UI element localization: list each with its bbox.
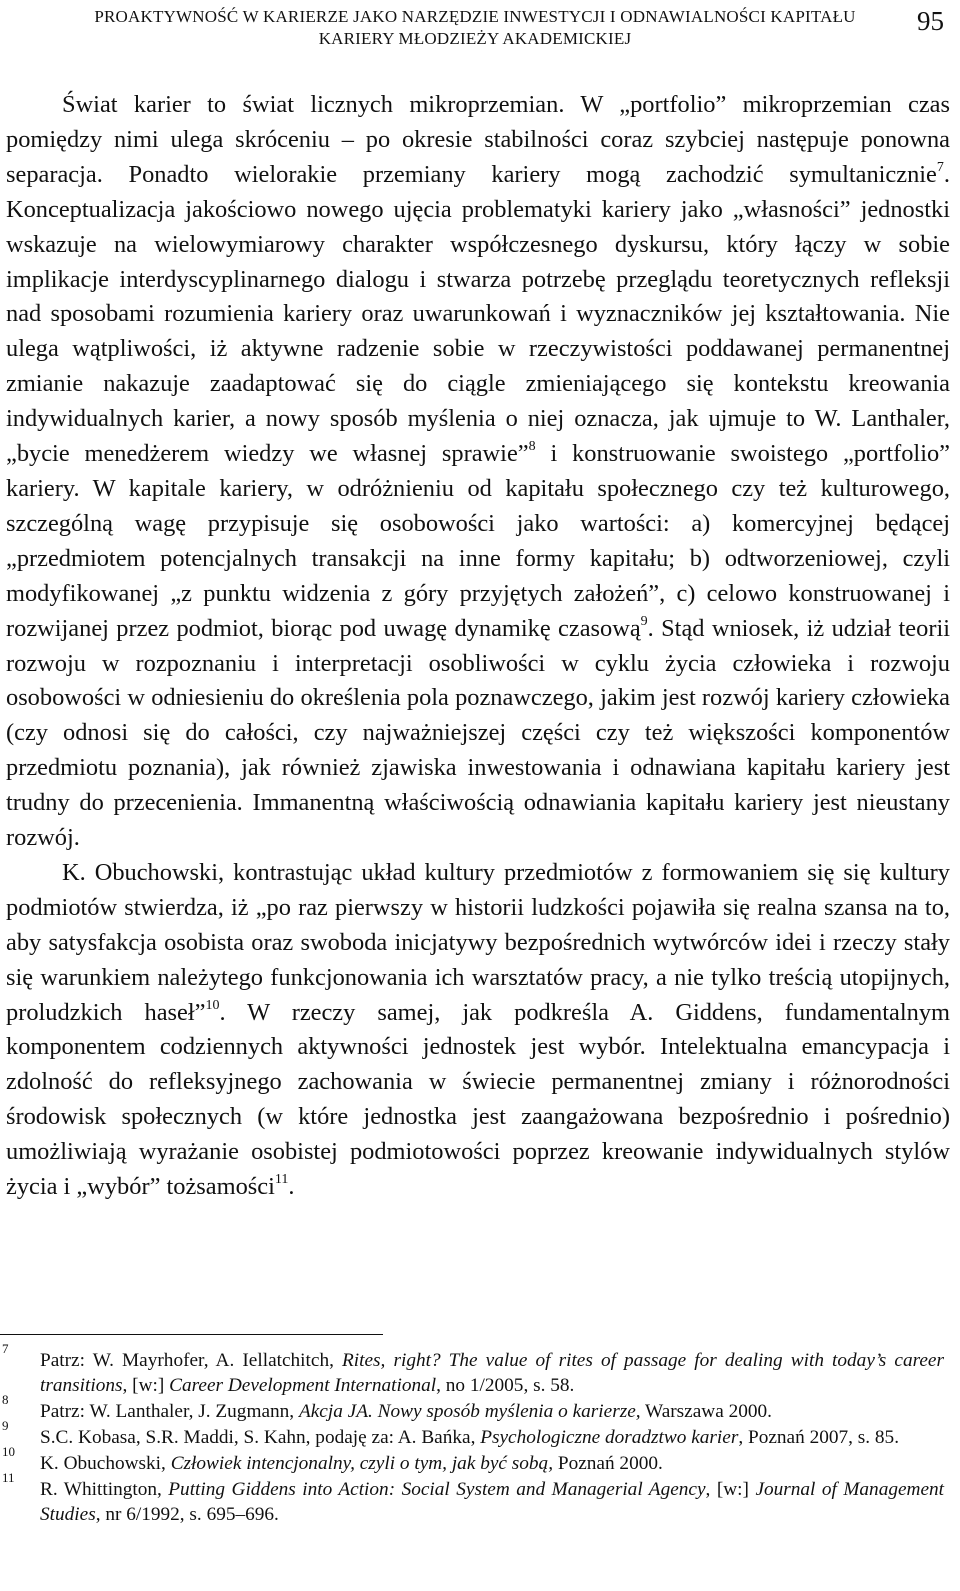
footnote-ref-9: 9	[640, 613, 648, 629]
footnote-text: S.C. Kobasa, S.R. Maddi, S. Kahn, podaję za: A. Bańka,	[40, 1427, 481, 1448]
footnote-ref-10: 10	[205, 997, 220, 1013]
footnote-number: 9	[2, 1418, 9, 1433]
text-run: . W rzeczy samej, jak podkreśla A. Giddens, fundamentalnym komponentem codziennych aktywności jednostek jest wybór. Intelektualna emancypacja i zdolność do refleksyjnego zachowania w świecie permanentnej zmiany i różnorodności środowisk społecznych (w które jednostka jest zaangażowana bezpośrednio i pośrednio) umożliwiają wyrażanie osobistej podmiotowości poprzez kreowanie indywidualnych stylów życia i „wybór” tożsamości	[6, 998, 950, 1201]
text-run: K. Obuchowski, kontrastując układ kultury przedmiotów z formowaniem się się kultury podmiotów stwierdza, iż „po raz pierwszy w historii ludzkości pojawiła się realna szansa na to, aby satysfakcja osobista oraz swoboda inicjatywy bezpośrednich wytwórców idei i rzeczy stały się warunkiem należytego funkcjonowania ich warsztatów pracy, a nie tylko treścią utopijnych, proludzkich haseł”	[6, 858, 950, 1026]
footnotes	[0, 1341, 945, 1528]
footnote-text: , Poznań 2007, s. 85.	[738, 1427, 900, 1448]
footnote-text: Patrz: W. Lanthaler, J. Zugmann,	[40, 1401, 299, 1422]
footnote-text: R. Whittington,	[40, 1479, 169, 1500]
footnote-number: 11	[2, 1470, 15, 1485]
paragraph-1	[6, 88, 950, 856]
footnote-7	[0, 1341, 944, 1398]
running-title: PROAKTYWNOŚĆ W KARIERZE JAKO NARZĘDZIE INWESTYCJI I ODNAWIALNOŚCI KAPITAŁU KARIERY MŁODZIEŻY AKADEMICKIEJ	[94, 7, 856, 48]
footnote-separator	[0, 1334, 383, 1335]
footnote-number: 7	[2, 1341, 9, 1356]
footnote-text: , [w:]	[122, 1375, 170, 1396]
footnote-9	[0, 1418, 944, 1450]
text-run: i konstruowanie swoistego „portfolio” kariery. W kapitale kariery, w odróżnieniu od kapitału społecznego czy też kulturowego, szczególną wagę przypisuje się osobowości jako wartości: a) komercyjnej będącej „przedmiotem potencjalnych transakcji na inne formy kapitału; b) odtworzeniowej, czyli modyfikowanej „z punktu widzenia z góry przyjętych założeń”, c) celowo konstruowanej i rozwijanej przez podmiot, biorąc pod uwagę dynamikę czasową	[6, 440, 950, 642]
text-run: . Konceptualizacja jakościowo nowego ujęcia problematyki kariery jako „własności” jednostki wskazuje na wielowymiarowy charakter współczesnego dyskursu, który łączy w sobie implikacje interdyscyplinarnego dialogu i stwarza potrzebę przeglądu teoretycznych refleksji nad sposobami rozumienia kariery oraz uwarunkowań i wyznaczników jej kształtowania. Nie ulega wątpliwości, iż aktywne radzenie sobie w rzeczywistości poddawanej permanentnej zmianie nakazuje zaadaptować się do ciągle zmieniającego się kontekstu kreowania indywidualnych karier, a nowy sposób myślenia o niej oznacza, jak ujmuje to W. Lanthaler, „bycie menedżerem wiedzy we własnej sprawie”	[6, 160, 950, 468]
footnote-ref-7: 7	[936, 159, 944, 175]
footnote-text: K. Obuchowski,	[40, 1453, 171, 1474]
footnote-title: Rites, right? The value of rites of passage for dealing with today’s career transitions	[40, 1350, 944, 1396]
footnote-text: , nr 6/1992, s. 695–696.	[95, 1504, 279, 1525]
footnote-text: Patrz: W. Mayrhofer, A. Iellatchitch,	[40, 1350, 342, 1371]
footnote-number: 8	[2, 1392, 9, 1407]
footnote-text: , no 1/2005, s. 58.	[436, 1375, 575, 1396]
footnote-title: Akcja JA. Nowy sposób myślenia o karierze,	[298, 1401, 641, 1422]
page-number: 95	[917, 6, 944, 36]
text-run: . Stąd wniosek, iż udział teorii rozwoju w rozpoznaniu i interpretacji osobliwości w cyklu życia człowieka i rozwoju osobowości w odniesieniu do określenia pola poznawczego, jakim jest rozwój kariery człowieka (czy odnosi się do całości, czy najważniejszej części czy też większości komponentów przedmiotu poznania), jak również zjawiska inwestowania i odnawiana kapitału kariery jest trudny do przecenienia. Immanentną właściwością odnawiania kapitału kariery jest nieustany rozwój.	[6, 614, 950, 852]
footnote-11	[0, 1470, 945, 1527]
paragraph-2	[6, 856, 950, 1205]
text-run: .	[288, 1173, 295, 1201]
footnote-10	[0, 1444, 944, 1476]
footnote-text: Poznań 2000.	[553, 1453, 663, 1474]
footnote-journal: Journal of Management Studies	[40, 1479, 945, 1525]
footnote-number: 10	[2, 1444, 15, 1459]
footnote-title: Człowiek intencjonalny, czyli o tym, jak być sobą,	[170, 1453, 554, 1474]
footnote-8	[0, 1392, 944, 1424]
footnote-ref-11: 11	[274, 1172, 289, 1188]
footnote-title: Psychologiczne doradztwo karier	[480, 1427, 739, 1448]
footnote-journal: Career Development International	[169, 1375, 437, 1396]
main-text	[6, 88, 950, 1205]
footnote-title: Putting Giddens into Action: Social System and Managerial Agency	[168, 1479, 706, 1500]
footnote-ref-8: 8	[528, 439, 536, 455]
footnote-text: Warszawa 2000.	[640, 1401, 772, 1422]
running-header	[0, 4, 960, 50]
footnote-text: , [w:]	[705, 1479, 756, 1500]
text-run: Świat karier to świat licznych mikroprzemian. W „portfolio” mikroprzemian czas pomiędzy nimi ulega skróceniu – po okresie stabilności coraz szybciej następuje ponowna separacja. Ponadto wielorakie przemiany kariery mogą zachodzić symultanicznie	[6, 91, 950, 188]
